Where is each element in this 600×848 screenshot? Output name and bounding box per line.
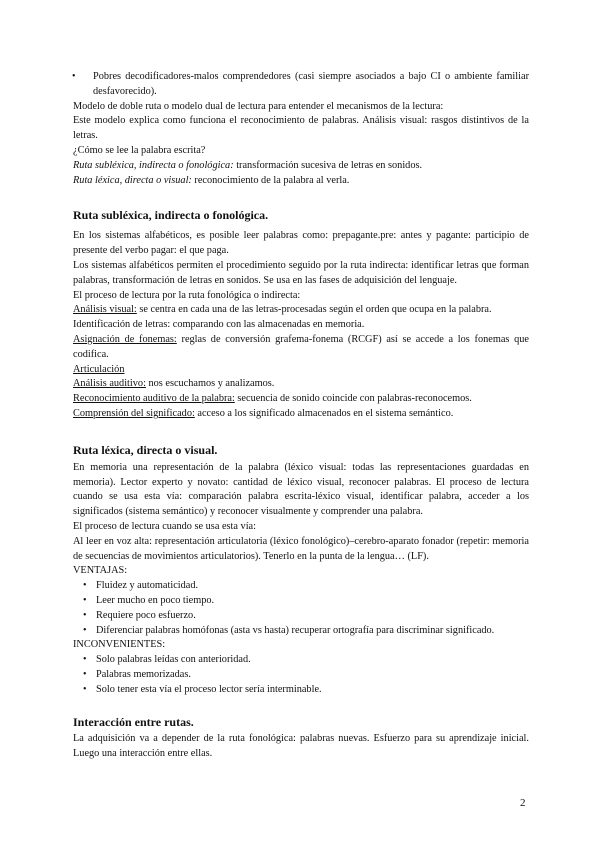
list-item: • Solo palabras leídas con anterioridad. [73,653,529,668]
def-recognition: secuencia de sonido coincide con palabras-reconocemos. [234,393,472,405]
term-articulation: Articulación [73,363,125,375]
term-lex: Ruta léxica, directa o visual: [73,174,192,186]
step-auditory-analysis [73,377,529,392]
paragraph-model: Modelo de doble ruta o modelo dual de lectura para entender el mecanismos de la lectura: [73,100,444,112]
paragraph-explains: Este modelo explica como funciona el reconocimiento de palabras. Análisis visual: rasgos distintivos de la letras. [73,115,529,142]
heading-sublexica: Ruta subléxica, indirecta o fonológica. [73,208,269,223]
paragraph: En los sistemas alfabéticos, es posible leer palabras como: prepagante.pre: antes y pagante: participio de presente del verbo pagar: el que paga. [73,230,529,257]
step-visual-analysis [73,303,529,318]
step-articulation [73,363,529,378]
def-comprehension: acceso a los significado almacenados en el sistema semántico. [194,407,454,419]
list-item: • Leer mucho en poco tiempo. [73,594,529,609]
def-subl: transformación sucesiva de letras en sonidos. [233,159,423,171]
intro-bullet-list [73,70,529,100]
list-item: • Solo tener esta vía el proceso lector sería interminable. [73,683,529,698]
paragraph: La adquisición va a depender de la ruta fonológica: palabras nuevas. Esfuerzo para su aprendizaje inicial. Luego una interacción entre ellas. [73,733,529,760]
page-number: 2 [520,797,526,809]
paragraph: El proceso de lectura cuando se usa esta vía: [73,520,256,532]
label-ventajas: VENTAJAS: [73,565,128,577]
term-phoneme: Asignación de fonemas: [73,333,177,345]
list-item: • Diferenciar palabras homófonas (asta vs hasta) recuperar ortografía para discriminar significado. [73,624,529,639]
term-recognition: Reconocimiento auditivo de la palabra: [73,393,235,405]
paragraph-lex-route [73,174,529,189]
paragraph: Los sistemas alfabéticos permiten el procedimiento seguido por la ruta indirecta: identificar letras que forman palabras, transformación de letras en sonidos. Se usa en las fases de adquisición del lenguaje. [73,259,529,286]
term-auditory: Análisis auditivo: [73,378,146,390]
list-item: • Fluidez y automaticidad. [73,579,529,594]
def-phoneme: reglas de conversión grafema-fonema (RCGF) así se accede a los fonemas que codifica. [73,333,529,360]
paragraph-question: ¿Cómo se lee la palabra escrita? [73,144,206,156]
def-lex: reconocimiento de la palabra al verla. [191,174,350,186]
document-page [73,70,529,762]
step-comprehension [73,407,529,422]
step-auditory-recognition [73,392,529,407]
paragraph-subl-route [73,159,529,174]
term-comprehension: Comprensión del significado: [73,407,195,419]
list-item: • Requiere poco esfuerzo. [73,609,529,624]
paragraph: El proceso de lectura por la ruta fonológica o indirecta: [73,289,301,301]
heading-interaccion: Interacción entre rutas. [73,715,194,730]
step-letter-identification: Identificación de letras: comparando con las almacenadas en memoria. [73,319,365,331]
term-subl: Ruta subléxica, indirecta o fonológica: [73,159,234,171]
def-visual: se centra en cada una de las letras-procesadas según el orden que ocupa en la palabra. [136,304,492,316]
list-item: • Palabras memorizadas. [73,668,529,683]
paragraph: Al leer en voz alta: representación articulatoria (léxico fonológico)–cerebro-aparato fonador (repetir: memoria de secuencias de movimientos articulatorios). Tenerlo en la punta de la lengua… (LF). [73,535,529,562]
term-visual: Análisis visual: [73,304,137,316]
heading-lexica: Ruta léxica, directa o visual. [73,442,218,457]
inconvenientes-list [73,653,529,697]
ventajas-list [73,579,529,638]
label-inconvenientes: INCONVENIENTES: [73,639,166,651]
def-auditory: nos escuchamos y analizamos. [145,378,275,390]
step-phoneme-assignment [73,333,529,363]
paragraph: En memoria una representación de la palabra (léxico visual: todas las representaciones guardadas en memoria). Lector experto y novato: cantidad de léxico visual, reconocer palabras. El proceso de lectura cuando se usa esta vía: comparación palabra escrita-léxico visual, identificar palabra, acceder a los significados (sistema semántico) y reconocer visualmente y comprender una palabra. [73,461,529,518]
list-item: • Pobres decodificadores-malos comprendedores (casi siempre asociados a bajo CI o ambiente familiar desfavorecido). [73,70,529,100]
